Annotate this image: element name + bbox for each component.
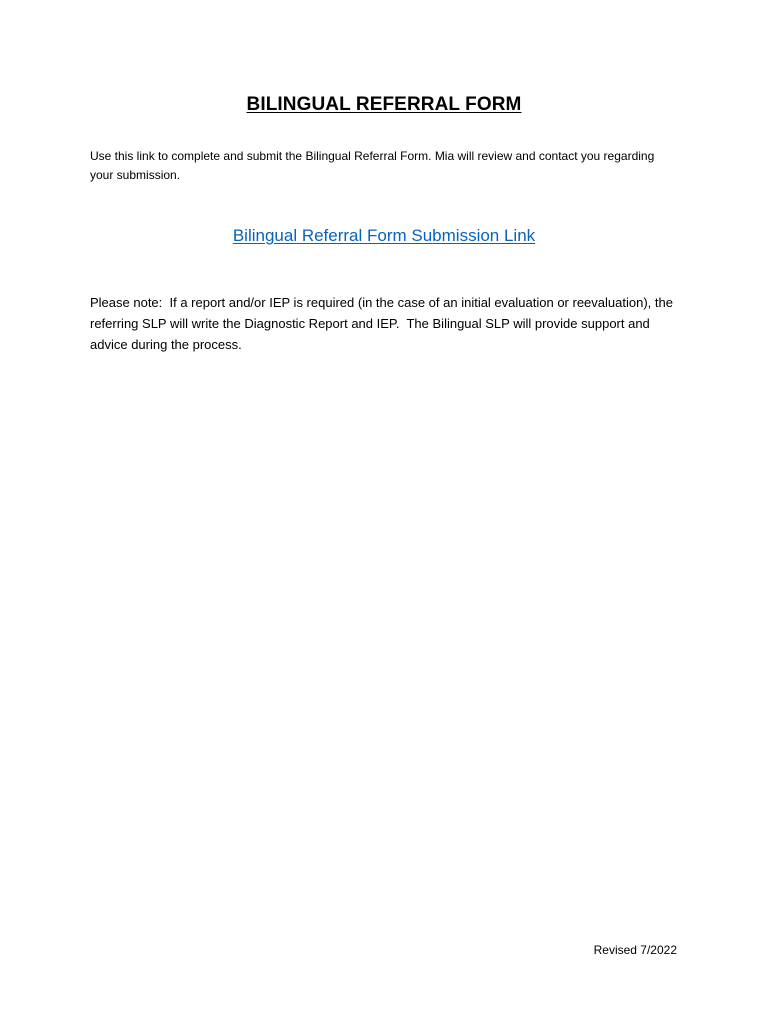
page-title: BILINGUAL REFERRAL FORM	[246, 94, 522, 115]
submission-link[interactable]: Bilingual Referral Form Submission Link	[232, 226, 536, 245]
intro-paragraph: Use this link to complete and submit the Bilingual Referral Form. Mia will review and contact you regarding your submission.	[90, 149, 655, 182]
note-paragraph: Please note: If a report and/or IEP is required (in the case of an initial evaluation or reevaluation), the referring SLP will write the Diagnostic Report and IEP. The Bilingual SLP will provide support and advice during the process.	[90, 295, 677, 352]
revision-date: Revised 7/2022	[593, 943, 677, 957]
